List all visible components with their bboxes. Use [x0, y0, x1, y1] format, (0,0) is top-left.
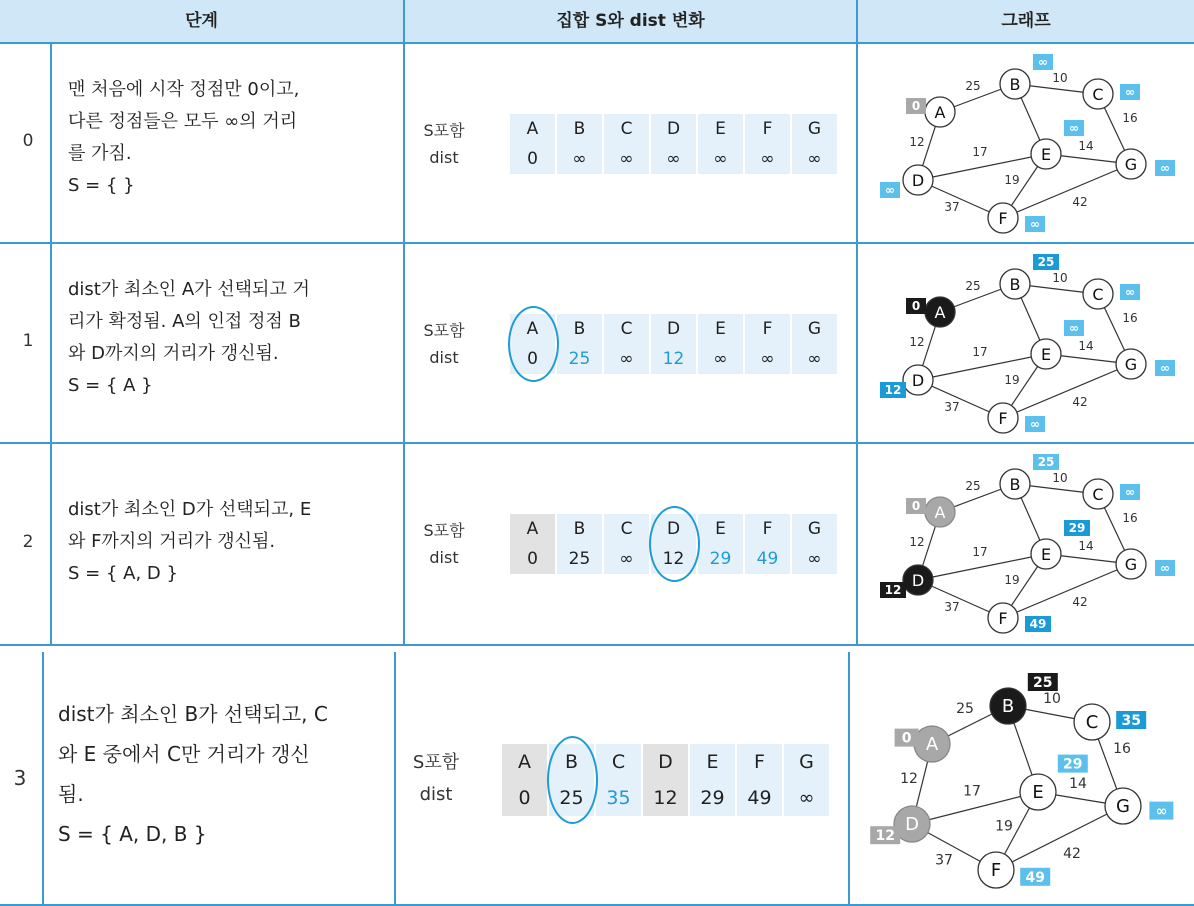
distance-badge-text: 12 — [884, 583, 902, 597]
dist-cell: 25 — [549, 780, 594, 816]
dist-cell: ∞ — [784, 780, 829, 816]
description-line: 됨. — [58, 782, 84, 806]
graph-node — [1000, 469, 1030, 499]
dist-cell: 12 — [651, 544, 696, 574]
distance-badge-text: 25 — [1033, 675, 1053, 691]
description-line: 와 F까지의 거리가 갱신됨. — [68, 531, 276, 552]
graph-node — [978, 852, 1014, 888]
vertex-cell: A — [510, 114, 555, 144]
graph-diagram — [860, 46, 1190, 241]
description-line: S = { } — [68, 175, 135, 196]
vertex-row — [510, 314, 837, 344]
graph-node — [1020, 774, 1056, 810]
node-label: F — [990, 860, 1002, 881]
graph-node — [990, 688, 1026, 724]
edge-weight: 37 — [944, 400, 960, 414]
edge-weight: 16 — [1122, 511, 1138, 525]
label-dist: dist — [419, 784, 453, 805]
edge-weight: 25 — [965, 79, 981, 93]
distance-badge-text: 12 — [884, 383, 902, 397]
distance-badge-text: ∞ — [1125, 285, 1135, 299]
graph-node — [1083, 279, 1113, 309]
edge-weight: 17 — [972, 545, 988, 559]
step-number: 1 — [22, 331, 34, 351]
column-divider — [403, 244, 405, 442]
graph-edge — [1003, 364, 1131, 418]
vertex-cell: G — [792, 314, 837, 344]
vertex-cell: C — [604, 514, 649, 544]
node-label: D — [911, 571, 925, 590]
vertex-cell: A — [510, 514, 555, 544]
vertex-cell: A — [502, 744, 547, 780]
edge-weight: 17 — [972, 145, 988, 159]
column-divider — [50, 244, 52, 442]
row-divider — [0, 242, 1194, 244]
graph-node — [925, 497, 955, 527]
vertex-cell: D — [643, 744, 688, 780]
label-included: S포함 — [423, 121, 465, 140]
graph-node — [988, 603, 1018, 633]
dist-cell: 12 — [651, 344, 696, 374]
column-divider — [394, 652, 396, 904]
step-description — [68, 494, 311, 590]
label-included: S포함 — [423, 521, 465, 540]
graph-diagram — [860, 246, 1190, 441]
distance-badge-text: 0 — [911, 299, 921, 313]
distance-badge-text: ∞ — [885, 183, 895, 197]
graph-node — [1105, 788, 1141, 824]
edge-weight: 25 — [965, 479, 981, 493]
step-number: 0 — [22, 131, 34, 151]
dist-cell: ∞ — [745, 144, 790, 174]
graph-node — [1083, 479, 1113, 509]
edge-weight: 12 — [900, 771, 918, 787]
distance-badge-text: 0 — [901, 730, 912, 747]
edge-weight: 25 — [965, 279, 981, 293]
distance-badge-text: ∞ — [1030, 217, 1040, 231]
step-number: 2 — [22, 532, 34, 552]
edge-weight: 42 — [1063, 846, 1081, 862]
graph-node — [903, 165, 933, 195]
description-line: 다른 정점들은 모두 ∞의 거리 — [68, 111, 298, 132]
edge-weight: 16 — [1122, 311, 1138, 325]
distance-badge-text: ∞ — [1069, 121, 1079, 135]
edge-weight: 37 — [935, 852, 953, 869]
node-label: E — [1040, 545, 1052, 564]
distance-badge-text: 35 — [1121, 713, 1141, 729]
vertex-cell: B — [549, 744, 594, 780]
label-included: S포함 — [412, 752, 460, 773]
edge-weight: 14 — [1078, 339, 1094, 353]
distance-badge-text: 25 — [1037, 255, 1055, 269]
label-included: S포함 — [423, 321, 465, 340]
distance-badge-text: 29 — [1063, 756, 1083, 773]
vertex-cell: E — [690, 744, 735, 780]
description-line: S = { A } — [68, 375, 153, 396]
edge-weight: 19 — [995, 818, 1013, 835]
dist-cell: ∞ — [792, 344, 837, 374]
vertex-cell: C — [596, 744, 641, 780]
node-label: B — [1001, 696, 1015, 717]
vertex-cell: F — [745, 114, 790, 144]
row-divider — [0, 644, 1194, 646]
vertex-row — [510, 114, 837, 144]
header-divider — [403, 0, 405, 42]
graph-node — [1116, 149, 1146, 179]
description-line: 맨 처음에 시작 정점만 0이고, — [68, 79, 300, 100]
edge-weight: 10 — [1052, 271, 1068, 285]
edge-weight: 10 — [1052, 71, 1068, 85]
header-graph: 그래프 — [1001, 11, 1051, 31]
edge-weight: 42 — [1072, 195, 1088, 209]
column-divider — [856, 444, 858, 644]
distance-badge-text: ∞ — [1125, 485, 1135, 499]
distance-badge-text: 0 — [911, 99, 921, 113]
graph-node — [988, 403, 1018, 433]
dist-cell: 29 — [698, 544, 743, 574]
edge-weight: 17 — [972, 345, 988, 359]
distance-badge-text: 29 — [1068, 521, 1086, 535]
vertex-cell: B — [557, 114, 602, 144]
vertex-cell: E — [698, 114, 743, 144]
graph-node — [1000, 269, 1030, 299]
node-label: E — [1040, 145, 1052, 164]
column-divider — [856, 244, 858, 442]
edge-weight: 19 — [1004, 573, 1020, 587]
node-label: G — [1124, 355, 1138, 374]
graph-node — [903, 365, 933, 395]
vertex-cell: D — [651, 514, 696, 544]
distance-badge-text: ∞ — [1069, 321, 1079, 335]
dist-cell: ∞ — [604, 144, 649, 174]
dist-cell: 0 — [502, 780, 547, 816]
graph-diagram — [860, 446, 1190, 641]
column-divider — [856, 44, 858, 242]
node-label: E — [1040, 345, 1052, 364]
description-line: 와 D까지의 거리가 갱신됨. — [68, 343, 279, 364]
dist-cell: ∞ — [792, 544, 837, 574]
graph-node — [1116, 349, 1146, 379]
edge-weight: 12 — [909, 135, 925, 149]
vertex-cell: E — [698, 514, 743, 544]
edge-weight: 19 — [1004, 373, 1020, 387]
dist-cell: 49 — [737, 780, 782, 816]
set-dist-table — [508, 114, 839, 174]
dist-cell: 0 — [510, 344, 555, 374]
distance-badge-text: ∞ — [1030, 417, 1040, 431]
description-line: 와 E 중에서 C만 거리가 갱신 — [58, 742, 310, 766]
node-label: G — [1124, 555, 1138, 574]
column-divider — [848, 652, 850, 904]
dist-cell: 29 — [690, 780, 735, 816]
node-label: C — [1092, 485, 1104, 504]
node-label: G — [1116, 796, 1130, 817]
node-label: D — [905, 814, 919, 835]
vertex-cell: B — [557, 514, 602, 544]
distance-badge-text: 49 — [1029, 617, 1047, 631]
label-dist: dist — [429, 148, 459, 167]
dist-row — [510, 144, 837, 174]
node-label: A — [934, 103, 946, 122]
edge-weight: 42 — [1072, 395, 1088, 409]
edge-weight: 37 — [944, 200, 960, 214]
node-label: A — [925, 734, 939, 755]
dist-cell: 0 — [510, 544, 555, 574]
edge-weight: 14 — [1069, 776, 1087, 792]
graph-node — [914, 726, 950, 762]
column-divider — [50, 444, 52, 644]
header-set-dist: 집합 S와 dist 변화 — [556, 11, 705, 31]
node-label: B — [1009, 475, 1021, 494]
graph-node — [1000, 69, 1030, 99]
vertex-cell: F — [745, 314, 790, 344]
column-divider — [50, 44, 52, 242]
node-label: B — [1009, 275, 1021, 294]
step-description — [68, 74, 299, 202]
graph-node — [1083, 79, 1113, 109]
node-label: F — [998, 409, 1008, 428]
graph-node — [925, 97, 955, 127]
graph-node — [1031, 539, 1061, 569]
graph-node — [1031, 339, 1061, 369]
graph-node — [1031, 139, 1061, 169]
graph-node — [925, 297, 955, 327]
step-description — [68, 274, 310, 402]
description-line: 를 가짐. — [68, 143, 132, 164]
graph-edge — [1003, 164, 1131, 218]
edge-weight: 16 — [1122, 111, 1138, 125]
description-line: S = { A, D } — [68, 563, 178, 584]
node-label: D — [911, 371, 925, 390]
description-line: dist가 최소인 B가 선택되고, C — [58, 702, 328, 726]
distance-badge-text: ∞ — [1125, 85, 1135, 99]
dist-cell: 25 — [557, 344, 602, 374]
edge-weight: 25 — [956, 701, 974, 717]
dist-row — [510, 344, 837, 374]
edge-weight: 14 — [1078, 539, 1094, 553]
distance-badge-text: 25 — [1037, 455, 1055, 469]
row-divider — [0, 442, 1194, 444]
node-label: E — [1032, 782, 1044, 803]
graph-node — [1074, 704, 1110, 740]
dist-cell: ∞ — [557, 144, 602, 174]
edge-weight: 14 — [1078, 139, 1094, 153]
distance-badge-text: 0 — [911, 499, 921, 513]
vertex-cell: G — [792, 114, 837, 144]
edge-weight: 10 — [1052, 471, 1068, 485]
node-label: A — [934, 303, 946, 322]
distance-badge-text: 12 — [875, 828, 895, 845]
table-header — [0, 0, 1194, 44]
dist-cell: 12 — [643, 780, 688, 816]
dist-cell: 49 — [745, 544, 790, 574]
step-description — [58, 694, 328, 854]
vertex-cell: F — [737, 744, 782, 780]
dist-cell: 25 — [557, 544, 602, 574]
edge-weight: 37 — [944, 600, 960, 614]
dist-cell: ∞ — [698, 144, 743, 174]
node-label: F — [998, 209, 1008, 228]
vertex-cell: D — [651, 314, 696, 344]
graph-node — [988, 203, 1018, 233]
graph-edge — [996, 806, 1123, 870]
node-label: C — [1092, 285, 1104, 304]
vertex-cell: A — [510, 314, 555, 344]
node-label: G — [1124, 155, 1138, 174]
label-dist: dist — [429, 548, 459, 567]
vertex-cell: D — [651, 114, 696, 144]
graph-edge — [1003, 564, 1131, 618]
node-label: B — [1009, 75, 1021, 94]
column-divider — [403, 44, 405, 242]
selected-vertex-ring — [547, 736, 598, 824]
step-number: 3 — [13, 766, 27, 790]
node-label: C — [1085, 712, 1099, 733]
vertex-cell: F — [745, 514, 790, 544]
vertex-cell: C — [604, 314, 649, 344]
distance-badge-text: ∞ — [1160, 361, 1170, 375]
vertex-cell: E — [698, 314, 743, 344]
dist-cell: 35 — [596, 780, 641, 816]
node-label: D — [911, 171, 925, 190]
dist-cell: ∞ — [698, 344, 743, 374]
dist-cell: 0 — [510, 144, 555, 174]
edge-weight: 12 — [909, 535, 925, 549]
vertex-cell: C — [604, 114, 649, 144]
description-line: dist가 최소인 D가 선택되고, E — [68, 499, 312, 520]
selected-vertex-ring — [508, 306, 559, 382]
edge-weight: 16 — [1113, 741, 1131, 757]
node-label: C — [1092, 85, 1104, 104]
header-step: 단계 — [185, 11, 218, 31]
distance-badge-text: ∞ — [1155, 803, 1168, 820]
dist-cell: ∞ — [745, 344, 790, 374]
description-line: dist가 최소인 A가 선택되고 거 — [68, 279, 310, 300]
label-dist: dist — [429, 348, 459, 367]
edge-weight: 42 — [1072, 595, 1088, 609]
edge-weight: 12 — [909, 335, 925, 349]
column-divider — [42, 652, 44, 904]
distance-badge-text: 49 — [1025, 869, 1045, 886]
description-line: 리가 확정됨. A의 인접 정점 B — [68, 311, 301, 332]
dist-cell: ∞ — [604, 544, 649, 574]
distance-badge-text: ∞ — [1160, 561, 1170, 575]
column-divider — [403, 444, 405, 644]
graph-node — [1116, 549, 1146, 579]
description-line: S = { A, D, B } — [58, 822, 207, 846]
dist-cell: ∞ — [792, 144, 837, 174]
vertex-cell: G — [792, 514, 837, 544]
selected-vertex-ring — [649, 506, 700, 582]
distance-badge-text: ∞ — [1160, 161, 1170, 175]
vertex-cell: G — [784, 744, 829, 780]
distance-badge-text: ∞ — [1038, 55, 1048, 69]
node-label: F — [998, 609, 1008, 628]
edge-weight: 19 — [1004, 173, 1020, 187]
dist-cell: ∞ — [604, 344, 649, 374]
edge-weight: 10 — [1043, 691, 1061, 707]
vertex-cell: B — [557, 314, 602, 344]
edge-weight: 17 — [963, 783, 981, 800]
node-label: A — [934, 503, 946, 522]
graph-diagram — [852, 654, 1182, 904]
graph-node — [903, 565, 933, 595]
dist-cell: ∞ — [651, 144, 696, 174]
header-divider — [856, 0, 858, 42]
